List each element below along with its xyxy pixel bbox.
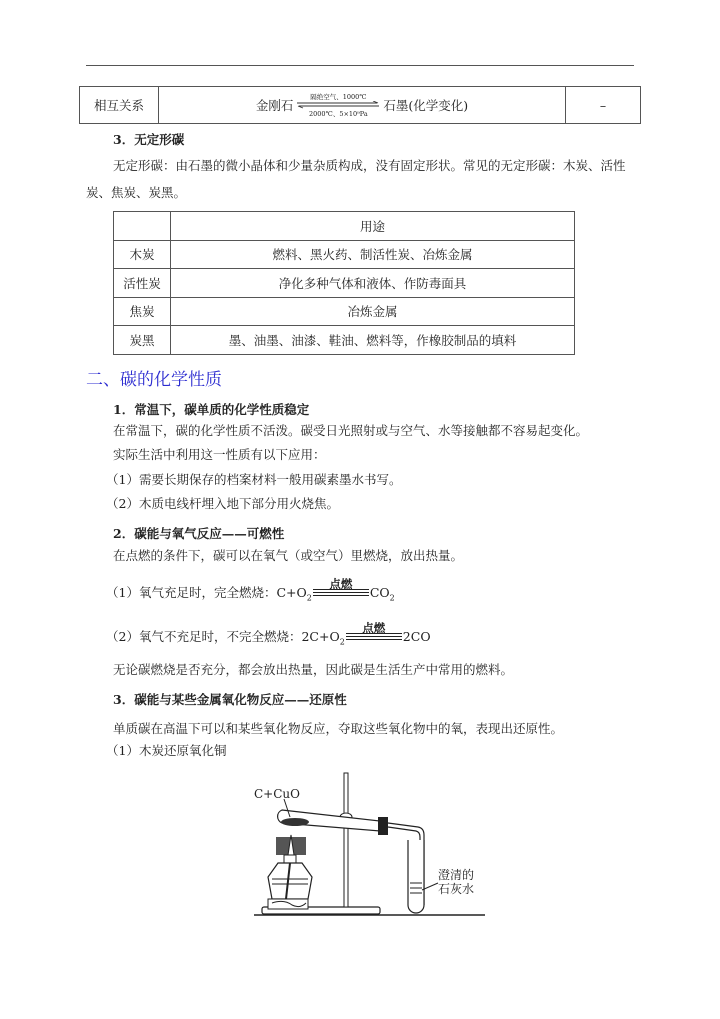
s2-para1: 在点燃的条件下，碳可以在氧气（或空气）里燃烧，放出热量。	[113, 548, 464, 563]
equals-sign-icon	[313, 576, 369, 599]
cell-use: 燃料、黑火药、制活性炭、冶炼金属	[171, 240, 575, 269]
eq2-condition: 点燃	[362, 620, 386, 635]
reversible-arrow-icon	[295, 92, 381, 118]
eq1-condition: 点燃	[329, 576, 353, 591]
graphite-text: 石墨(化学变化)	[383, 98, 469, 113]
cell-name: 活性炭	[114, 269, 171, 298]
condition-forward: 隔绝空气、1000℃	[310, 93, 367, 101]
eq1-product-sub: 2	[389, 593, 395, 603]
s1-item1: （1）需要长期保存的档案材料一般用碳素墨水书写。	[106, 472, 402, 487]
cell-name: 焦炭	[114, 297, 171, 326]
s1-title: 1．常温下，碳单质的化学性质稳定	[113, 402, 310, 417]
table-header-row	[114, 212, 575, 241]
eq1-sub: 2	[306, 593, 312, 603]
cell-use: 净化多种气体和液体、作防毒面具	[171, 269, 575, 298]
header-cell: 用途	[171, 212, 575, 241]
relation-equation	[159, 87, 566, 124]
part-heading: 二、碳的化学性质	[86, 370, 222, 390]
s3-title: 3．碳能与某些金属氧化物反应——还原性	[113, 692, 347, 707]
table-row	[114, 269, 575, 298]
label-limewater-1: 澄清的	[438, 868, 475, 882]
condition-reverse: 2000℃、5×10⁹Pa	[309, 110, 368, 118]
header-cell	[114, 212, 171, 241]
label-reactants: C+CuO	[254, 787, 300, 801]
table-row	[114, 326, 575, 355]
diamond-text: 金刚石	[255, 98, 294, 113]
s1-para2: 实际生活中利用这一性质有以下应用：	[113, 447, 326, 462]
table-row	[114, 297, 575, 326]
s3-item1: （1）木炭还原氧化铜	[106, 743, 227, 758]
equation-complete	[106, 576, 395, 610]
s3-para1: 单质碳在高温下可以和某些氧化物反应，夺取这些氧化物中的氧，表现出还原性。	[113, 721, 564, 736]
s1-item2: （2）木质电线杆埋入地下部分用火烧焦。	[106, 496, 339, 511]
s1-para1: 在常温下，碳的化学性质不活泼。碳受日光照射或与空气、水等接触都不容易起变化。	[113, 423, 589, 438]
eq1-reactants: （1）氧气充足时，完全燃烧：C+O	[106, 585, 307, 600]
eq2-sub: 2	[339, 637, 345, 647]
eq1-product: CO	[369, 585, 390, 600]
equals-sign-icon	[346, 620, 402, 643]
uses-table	[113, 211, 575, 355]
s2-para2: 无论碳燃烧是否充分，都会放出热量，因此碳是生活生产中常用的燃料。	[113, 662, 514, 677]
page-header-rule	[86, 65, 634, 66]
cell-name: 木炭	[114, 240, 171, 269]
relation-empty: –	[566, 87, 641, 124]
s2-title: 2．碳能与氧气反应——可燃性	[113, 526, 285, 541]
relation-table	[79, 86, 641, 124]
equation-incomplete	[106, 620, 431, 654]
relation-label: 相互关系	[80, 87, 159, 124]
eq2-product: 2CO	[402, 629, 431, 644]
table-row	[80, 87, 641, 124]
section-title-amorphous: 3．无定形碳	[113, 132, 185, 147]
cell-name: 炭黑	[114, 326, 171, 355]
cell-use: 墨、油墨、油漆、鞋油、燃料等，作橡胶制品的填料	[171, 326, 575, 355]
amorphous-para-line2: 炭、焦炭、炭黑。	[86, 185, 187, 200]
experiment-apparatus-figure	[240, 765, 490, 925]
cell-use: 冶炼金属	[171, 297, 575, 326]
label-limewater-2: 石灰水	[438, 882, 475, 896]
eq2-reactants: （2）氧气不充足时，不完全燃烧：2C+O	[106, 629, 340, 644]
amorphous-para-line1: 无定形碳：由石墨的微小晶体和少量杂质构成，没有固定形状。常见的无定形碳：木炭、活性	[113, 158, 626, 173]
table-row	[114, 240, 575, 269]
